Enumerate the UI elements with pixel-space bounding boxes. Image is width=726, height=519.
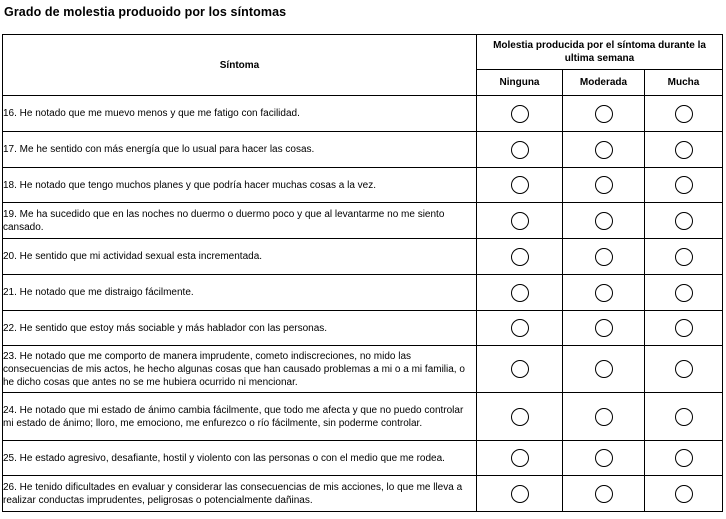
- option-header-mucha: Mucha: [645, 70, 723, 96]
- radio-mucha[interactable]: [675, 105, 693, 123]
- radio-ninguna[interactable]: [511, 319, 529, 337]
- symptom-column-header: Síntoma: [3, 35, 477, 96]
- radio-mucha[interactable]: [675, 212, 693, 230]
- radio-ninguna[interactable]: [511, 449, 529, 467]
- radio-mucha[interactable]: [675, 141, 693, 159]
- table-row: [3, 346, 723, 393]
- symptom-text: 26. He tenido dificultades en evaluar y considerar las consecuencias de mis acciones, lo que me lleva a realizar conductas imprudentes, peligrosas o potencialmente dañinas.: [3, 476, 477, 512]
- option-cell-moderada: [563, 346, 645, 393]
- symptom-text: 21. He notado que me distraigo fácilmente.: [3, 275, 477, 311]
- symptom-text: 20. He sentido que mi actividad sexual esta incrementada.: [3, 239, 477, 275]
- radio-mucha[interactable]: [675, 176, 693, 194]
- option-cell-moderada: [563, 132, 645, 168]
- radio-ninguna[interactable]: [511, 105, 529, 123]
- option-cell-mucha: [645, 132, 723, 168]
- table-row: [3, 168, 723, 203]
- symptom-text: 23. He notado que me comporto de manera imprudente, cometo indiscreciones, no mido las consecuencias de mis actos, he hecho algunas cosas que han causado problemas a mi o a mi familia, o he dicho cosas que antes no se me hubiera ocurrido ni mencionar.: [3, 346, 477, 393]
- table-row: [3, 239, 723, 275]
- radio-ninguna[interactable]: [511, 248, 529, 266]
- option-cell-mucha: [645, 441, 723, 476]
- radio-mucha[interactable]: [675, 485, 693, 503]
- table-row: [3, 132, 723, 168]
- option-cell-mucha: [645, 203, 723, 239]
- option-cell-ninguna: [477, 239, 563, 275]
- option-cell-ninguna: [477, 203, 563, 239]
- table-row: [3, 96, 723, 132]
- option-cell-moderada: [563, 96, 645, 132]
- radio-mucha[interactable]: [675, 284, 693, 302]
- discomfort-group-header: Molestia producida por el síntoma durante la ultima semana: [477, 35, 723, 70]
- option-header-moderada: Moderada: [563, 70, 645, 96]
- option-cell-ninguna: [477, 476, 563, 512]
- radio-ninguna[interactable]: [511, 360, 529, 378]
- option-cell-moderada: [563, 275, 645, 311]
- option-cell-mucha: [645, 239, 723, 275]
- radio-ninguna[interactable]: [511, 176, 529, 194]
- radio-moderada[interactable]: [595, 105, 613, 123]
- option-cell-moderada: [563, 476, 645, 512]
- radio-moderada[interactable]: [595, 284, 613, 302]
- radio-moderada[interactable]: [595, 248, 613, 266]
- radio-ninguna[interactable]: [511, 485, 529, 503]
- option-cell-mucha: [645, 393, 723, 441]
- radio-moderada[interactable]: [595, 408, 613, 426]
- symptom-text: 22. He sentido que estoy más sociable y más hablador con las personas.: [3, 311, 477, 346]
- table-row: [3, 311, 723, 346]
- option-cell-mucha: [645, 346, 723, 393]
- option-cell-ninguna: [477, 346, 563, 393]
- option-cell-moderada: [563, 393, 645, 441]
- radio-moderada[interactable]: [595, 176, 613, 194]
- symptom-text: 18. He notado que tengo muchos planes y que podría hacer muchas cosas a la vez.: [3, 168, 477, 203]
- option-cell-ninguna: [477, 311, 563, 346]
- radio-mucha[interactable]: [675, 449, 693, 467]
- radio-moderada[interactable]: [595, 319, 613, 337]
- symptom-text: 19. Me ha sucedido que en las noches no duermo o duermo poco y que al levantarme no me siento cansado.: [3, 203, 477, 239]
- option-cell-moderada: [563, 168, 645, 203]
- option-cell-moderada: [563, 441, 645, 476]
- radio-mucha[interactable]: [675, 248, 693, 266]
- radio-ninguna[interactable]: [511, 212, 529, 230]
- radio-mucha[interactable]: [675, 408, 693, 426]
- option-cell-ninguna: [477, 96, 563, 132]
- option-cell-mucha: [645, 311, 723, 346]
- radio-moderada[interactable]: [595, 485, 613, 503]
- radio-mucha[interactable]: [675, 360, 693, 378]
- option-cell-moderada: [563, 203, 645, 239]
- table-row: [3, 393, 723, 441]
- radio-ninguna[interactable]: [511, 141, 529, 159]
- option-cell-mucha: [645, 275, 723, 311]
- radio-moderada[interactable]: [595, 212, 613, 230]
- option-cell-mucha: [645, 476, 723, 512]
- radio-moderada[interactable]: [595, 360, 613, 378]
- symptom-text: 24. He notado que mi estado de ánimo cambia fácilmente, que todo me afecta y que no puedo controlar mi estado de ánimo; lloro, me emociono, me enfurezco o río fácilmente, sin poderme controlar.: [3, 393, 477, 441]
- radio-ninguna[interactable]: [511, 408, 529, 426]
- symptom-text: 25. He estado agresivo, desafiante, hostil y violento con las personas o con el medio que me rodea.: [3, 441, 477, 476]
- symptom-text: 17. Me he sentido con más energía que lo usual para hacer las cosas.: [3, 132, 477, 168]
- table-row: [3, 441, 723, 476]
- symptom-text: 16. He notado que me muevo menos y que me fatigo con facilidad.: [3, 96, 477, 132]
- symptom-table: [2, 34, 723, 512]
- option-cell-ninguna: [477, 275, 563, 311]
- table-row: [3, 275, 723, 311]
- radio-ninguna[interactable]: [511, 284, 529, 302]
- radio-mucha[interactable]: [675, 319, 693, 337]
- option-cell-moderada: [563, 239, 645, 275]
- option-cell-ninguna: [477, 132, 563, 168]
- page-title: Grado de molestia produoido por los síntomas: [4, 5, 287, 19]
- table-row: [3, 203, 723, 239]
- option-cell-ninguna: [477, 168, 563, 203]
- option-cell-ninguna: [477, 393, 563, 441]
- radio-moderada[interactable]: [595, 449, 613, 467]
- radio-moderada[interactable]: [595, 141, 613, 159]
- option-header-ninguna: Ninguna: [477, 70, 563, 96]
- option-cell-moderada: [563, 311, 645, 346]
- table-row: [3, 476, 723, 512]
- option-cell-mucha: [645, 168, 723, 203]
- option-cell-mucha: [645, 96, 723, 132]
- option-cell-ninguna: [477, 441, 563, 476]
